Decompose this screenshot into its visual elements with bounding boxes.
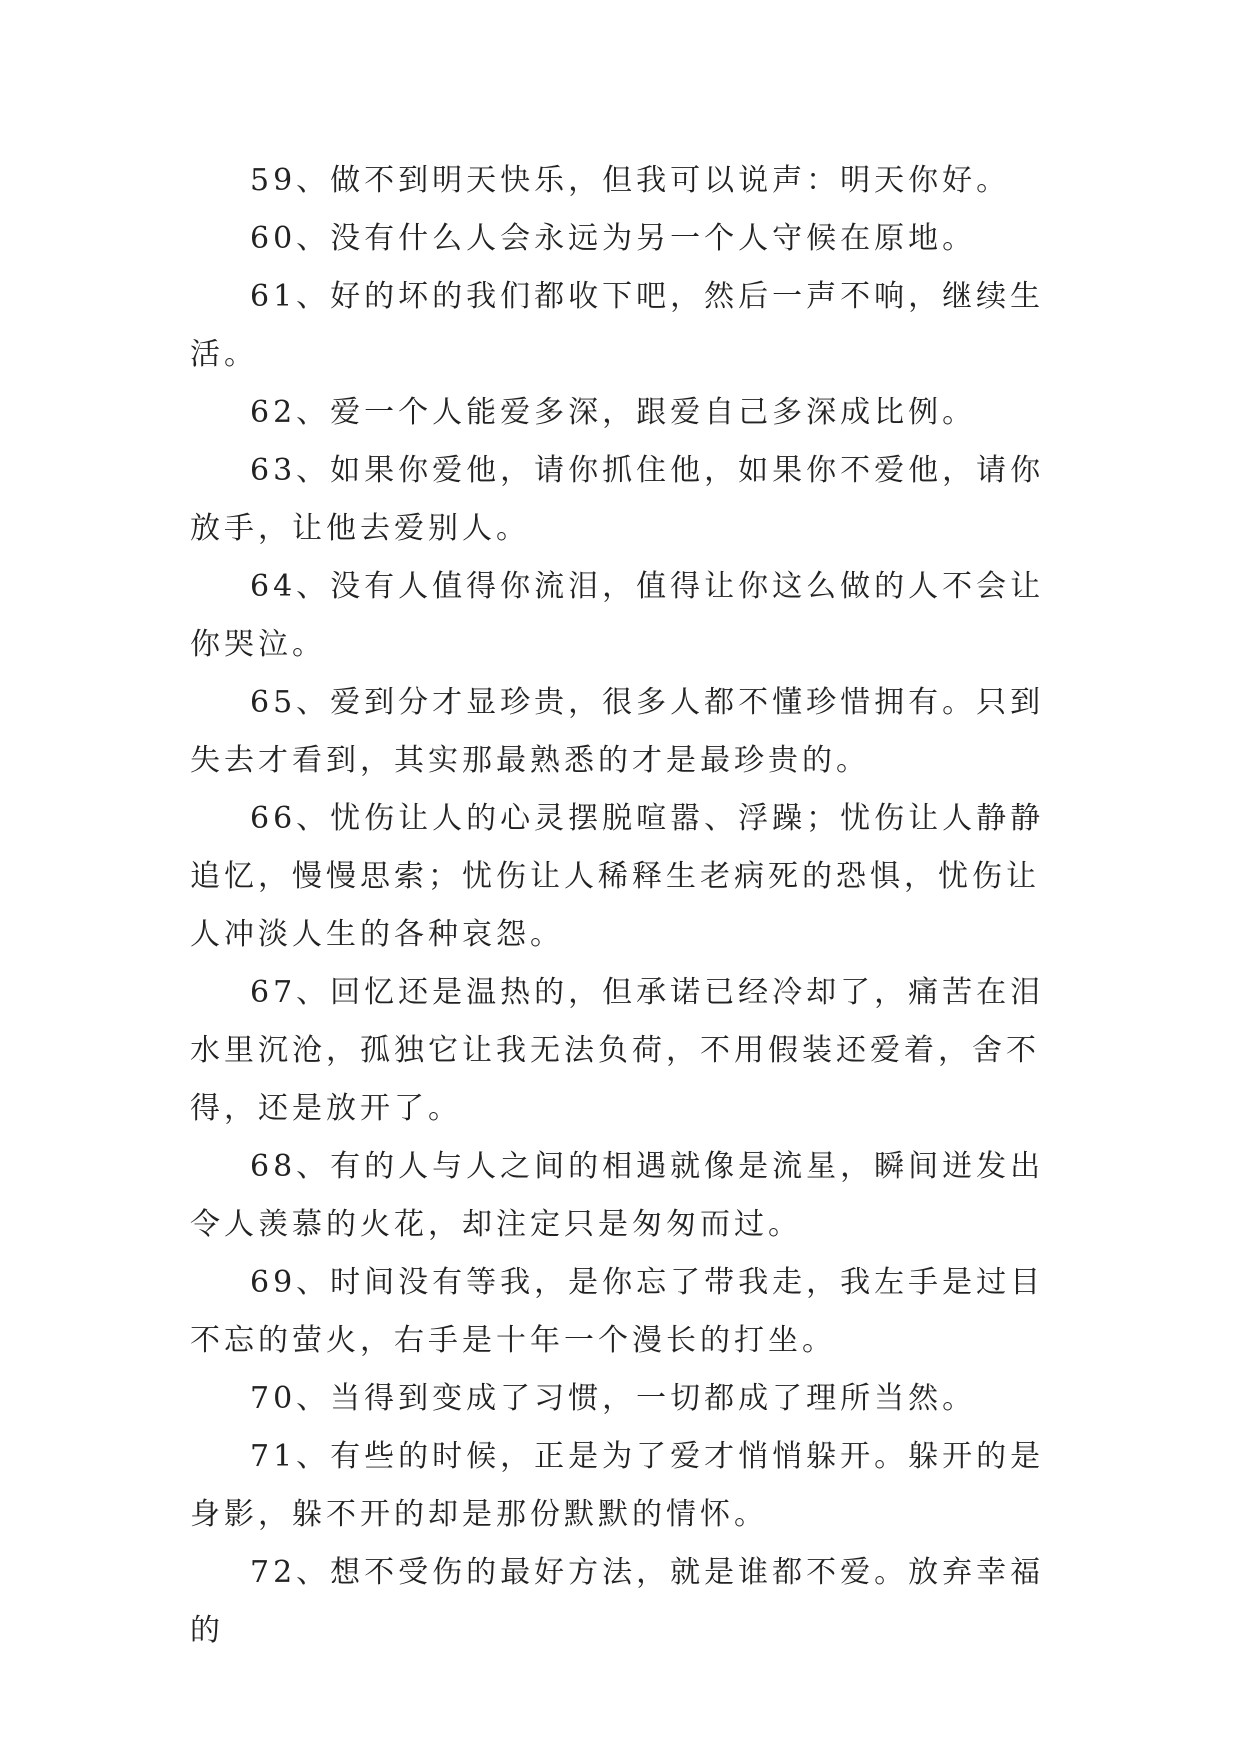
paragraph-62: 62、爱一个人能爱多深，跟爱自己多深成比例。	[250, 395, 977, 430]
paragraph-68: 68、有的人与人之间的相遇就像是流星，瞬间迸发出令人羡慕的火花，却注定只是匆匆而过。	[190, 1149, 1045, 1242]
paragraph-60: 60、没有什么人会永远为另一个人守候在原地。	[250, 221, 977, 256]
paragraph-64: 64、没有人值得你流泪，值得让你这么做的人不会让你哭泣。	[190, 569, 1045, 662]
paragraph-61: 61、好的坏的我们都收下吧，然后一声不响，继续生活。	[190, 279, 1045, 372]
paragraph-63: 63、如果你爱他，请你抓住他，如果你不爱他，请你放手，让他去爱别人。	[190, 453, 1045, 546]
paragraph-67: 67、回忆还是温热的，但承诺已经冷却了，痛苦在泪水里沉沧，孤独它让我无法负荷，不用假装还爱着，舍不得，还是放开了。	[190, 975, 1045, 1126]
paragraph-66: 66、忧伤让人的心灵摆脱喧嚣、浮躁；忧伤让人静静追忆，慢慢思索；忧伤让人稀释生老病死的恐惧，忧伤让人冲淡人生的各种哀怨。	[190, 801, 1045, 952]
paragraph-65: 65、爱到分才显珍贵，很多人都不懂珍惜拥有。只到失去才看到，其实那最熟悉的才是最珍贵的。	[190, 685, 1045, 778]
paragraph-59: 59、做不到明天快乐，但我可以说声：明天你好。	[250, 163, 1011, 198]
paragraph-71: 71、有些的时候，正是为了爱才悄悄躲开。躲开的是身影，躲不开的却是那份默默的情怀。	[190, 1439, 1045, 1532]
document-page	[190, 152, 1070, 1660]
paragraph-72: 72、想不受伤的最好方法，就是谁都不爱。放弃幸福的	[190, 1555, 1045, 1648]
paragraph-69: 69、时间没有等我，是你忘了带我走，我左手是过目不忘的萤火，右手是十年一个漫长的打坐。	[190, 1265, 1045, 1358]
paragraph-70: 70、当得到变成了习惯，一切都成了理所当然。	[250, 1381, 977, 1416]
